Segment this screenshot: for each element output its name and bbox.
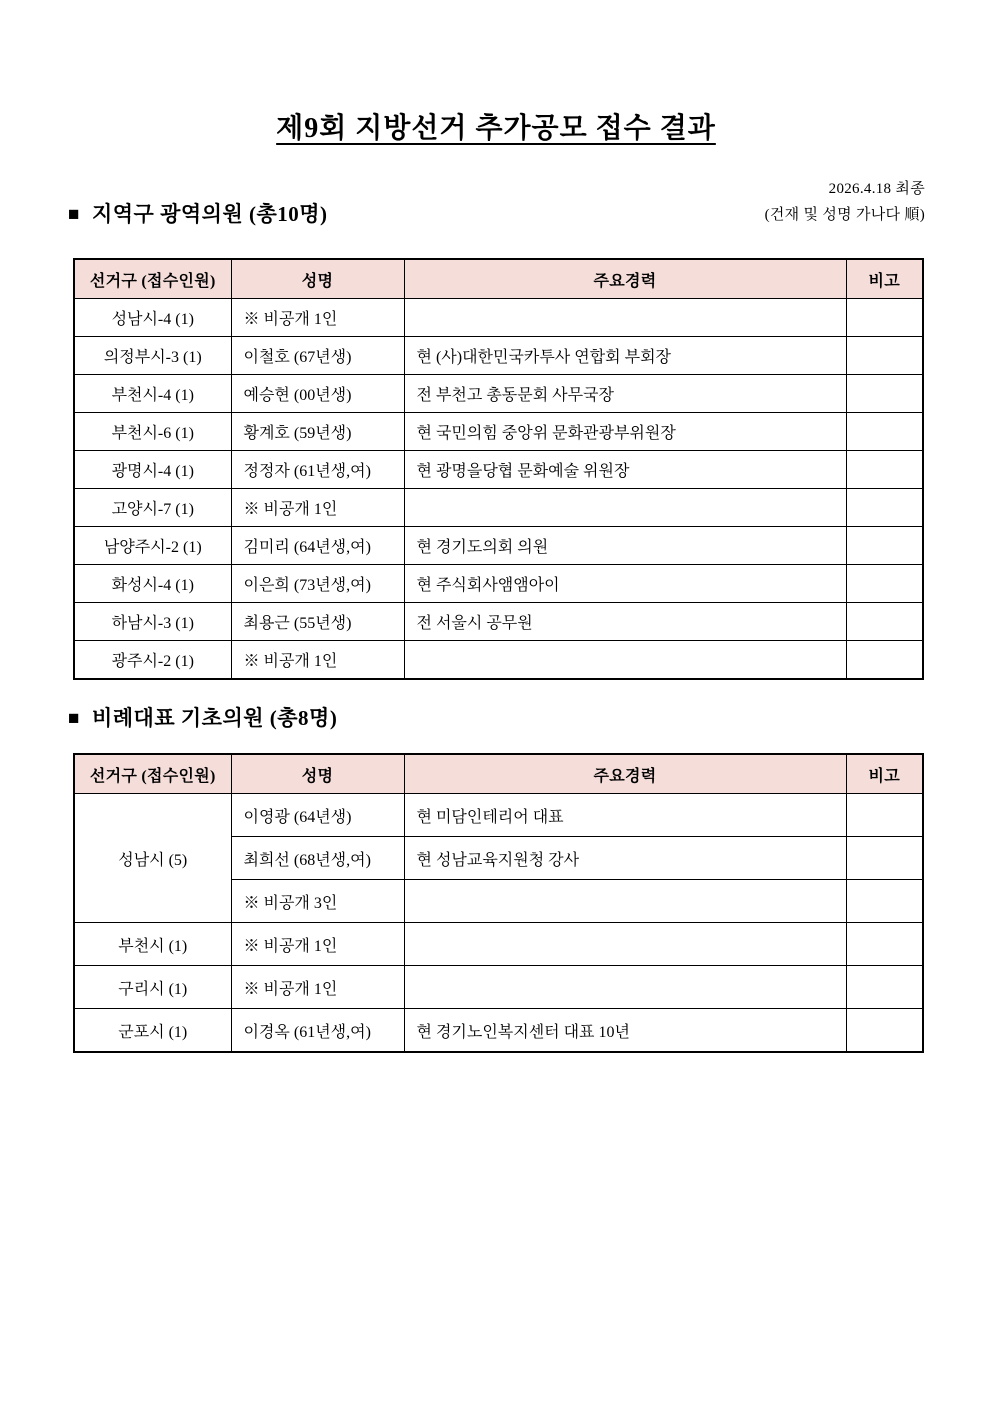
cell-name: ※ 비공개 1인 xyxy=(231,641,404,680)
cell-note xyxy=(846,565,923,603)
cell-district: 하남시-3 (1) xyxy=(74,603,231,641)
cell-career: 현 성남교육지원청 강사 xyxy=(404,837,846,880)
table-row xyxy=(74,923,923,966)
section2-heading xyxy=(68,702,337,732)
cell-career: 현 국민의힘 중앙위 문화관광부위원장 xyxy=(404,413,846,451)
cell-note xyxy=(846,603,923,641)
date-note: 2026.4.18 최종 xyxy=(828,181,925,197)
cell-career: 현 (사)대한민국카투사 연합회 부회장 xyxy=(404,337,846,375)
cell-career: 현 경기도의회 의원 xyxy=(404,527,846,565)
cell-district: 의정부시-3 (1) xyxy=(74,337,231,375)
cell-name: 이은희 (73년생,여) xyxy=(231,565,404,603)
cell-note xyxy=(846,966,923,1009)
square-bullet-icon: ■ xyxy=(68,708,80,729)
cell-note xyxy=(846,413,923,451)
cell-district: 남양주시-2 (1) xyxy=(74,527,231,565)
table-row xyxy=(74,966,923,1009)
cell-name: 최용근 (55년생) xyxy=(231,603,404,641)
cell-career: 현 경기노인복지센터 대표 10년 xyxy=(404,1009,846,1053)
cell-name: 정정자 (61년생,여) xyxy=(231,451,404,489)
col-header-district: 선거구 (접수인원) xyxy=(74,754,231,794)
table-row xyxy=(74,1009,923,1053)
cell-name: 이철호 (67년생) xyxy=(231,337,404,375)
cell-career xyxy=(404,880,846,923)
table-row xyxy=(74,794,923,837)
cell-district: 고양시-7 (1) xyxy=(74,489,231,527)
cell-note xyxy=(846,337,923,375)
cell-note xyxy=(846,837,923,880)
table-header-row xyxy=(74,754,923,794)
cell-name: ※ 비공개 1인 xyxy=(231,966,404,1009)
col-header-district: 선거구 (접수인원) xyxy=(74,259,231,299)
cell-career: 현 미담인테리어 대표 xyxy=(404,794,846,837)
cell-note xyxy=(846,375,923,413)
meta-notes xyxy=(765,176,925,229)
section1-heading-label: 지역구 광역의원 (총10명) xyxy=(91,202,328,226)
proportional-council-table xyxy=(73,753,924,1053)
table-row xyxy=(74,565,923,603)
table-row xyxy=(74,489,923,527)
cell-district: 광주시-2 (1) xyxy=(74,641,231,680)
cell-note xyxy=(846,451,923,489)
cell-district: 화성시-4 (1) xyxy=(74,565,231,603)
cell-district: 성남시-4 (1) xyxy=(74,299,231,337)
cell-district: 부천시-4 (1) xyxy=(74,375,231,413)
cell-career xyxy=(404,489,846,527)
cell-note xyxy=(846,527,923,565)
col-header-career: 주요경력 xyxy=(404,259,846,299)
order-note: (건재 및 성명 가나다 順) xyxy=(764,207,925,224)
table-row xyxy=(74,337,923,375)
cell-name: 김미리 (64년생,여) xyxy=(231,527,404,565)
col-header-name: 성명 xyxy=(231,754,404,794)
cell-district: 구리시 (1) xyxy=(74,966,231,1009)
cell-note xyxy=(846,641,923,680)
table-row xyxy=(74,641,923,680)
section1-heading xyxy=(68,198,328,228)
cell-name: 이경옥 (61년생,여) xyxy=(231,1009,404,1053)
cell-district: 부천시 (1) xyxy=(74,923,231,966)
cell-name: ※ 비공개 1인 xyxy=(231,923,404,966)
cell-career xyxy=(404,641,846,680)
cell-note xyxy=(846,794,923,837)
cell-note xyxy=(846,880,923,923)
cell-name: 최희선 (68년생,여) xyxy=(231,837,404,880)
cell-career xyxy=(404,299,846,337)
cell-career: 현 광명을당협 문화예술 위원장 xyxy=(404,451,846,489)
cell-note xyxy=(846,1009,923,1053)
cell-name: 예승현 (00년생) xyxy=(231,375,404,413)
cell-district: 광명시-4 (1) xyxy=(74,451,231,489)
cell-district-merged: 성남시 (5) xyxy=(74,794,231,923)
col-header-name: 성명 xyxy=(231,259,404,299)
cell-name: ※ 비공개 3인 xyxy=(231,880,404,923)
cell-career xyxy=(404,923,846,966)
table-row xyxy=(74,413,923,451)
col-header-career: 주요경력 xyxy=(404,754,846,794)
cell-name: ※ 비공개 1인 xyxy=(231,299,404,337)
cell-name: 황계호 (59년생) xyxy=(231,413,404,451)
section2-heading-label: 비례대표 기초의원 (총8명) xyxy=(91,706,338,730)
page-title xyxy=(0,106,992,146)
cell-note xyxy=(846,923,923,966)
cell-note xyxy=(846,489,923,527)
col-header-note: 비고 xyxy=(846,754,923,794)
cell-note xyxy=(846,299,923,337)
cell-district: 군포시 (1) xyxy=(74,1009,231,1053)
table-row xyxy=(74,527,923,565)
cell-name: 이영광 (64년생) xyxy=(231,794,404,837)
page-title-text: 제9회 지방선거 추가공모 접수 결과 xyxy=(276,113,716,144)
cell-name: ※ 비공개 1인 xyxy=(231,489,404,527)
cell-career: 전 부천고 총동문회 사무국장 xyxy=(404,375,846,413)
table-row xyxy=(74,603,923,641)
table-header-row xyxy=(74,259,923,299)
table-row xyxy=(74,299,923,337)
cell-career: 현 주식회사앰앰아이 xyxy=(404,565,846,603)
cell-career xyxy=(404,966,846,1009)
table-row xyxy=(74,451,923,489)
cell-career: 전 서울시 공무원 xyxy=(404,603,846,641)
cell-district: 부천시-6 (1) xyxy=(74,413,231,451)
square-bullet-icon: ■ xyxy=(68,204,80,225)
table-row xyxy=(74,375,923,413)
col-header-note: 비고 xyxy=(846,259,923,299)
district-council-table xyxy=(73,258,924,680)
